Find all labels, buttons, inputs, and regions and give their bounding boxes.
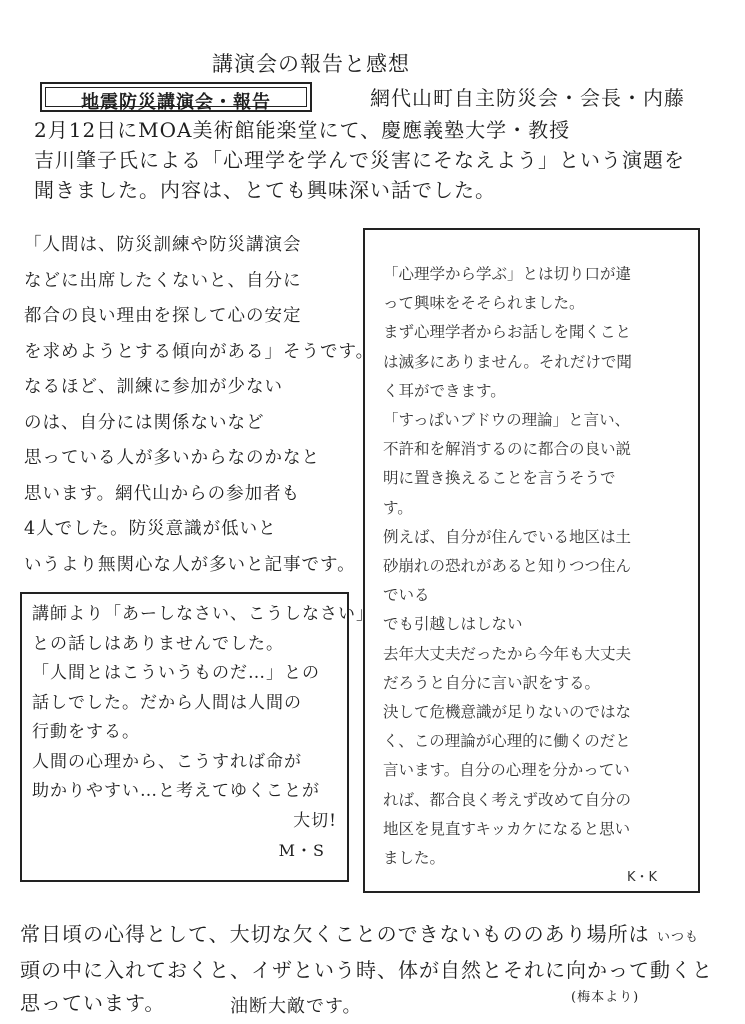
closing-line: 頭の中に入れておくと、イザという時、体が自然とそれに向かって動くと — [20, 958, 713, 982]
ms-comment-line: 人間の心理から、こうすれば命が — [32, 751, 302, 772]
intro-paragraph — [34, 115, 714, 205]
kk-comment-line: 砂崩れの恐れがあると知りつつ住ん — [383, 557, 632, 576]
kk-comment-box — [363, 228, 700, 893]
ms-comment-emphasis: 大切! — [293, 811, 337, 831]
kk-comment-line: でも引越しはしない — [383, 615, 523, 634]
closing-line: 思っています。 — [20, 991, 166, 1015]
kk-comment-line: だろうと自分に言い訳をする。 — [383, 673, 601, 692]
left-column-line: 4人でした。防災意識が低いと — [24, 519, 277, 539]
closing-line-small-text: いつも — [656, 930, 699, 945]
kk-comment-line: は滅多にありません。それだけで聞 — [383, 352, 632, 371]
left-column-line: 思っている人が多いからなのかなと — [24, 448, 320, 468]
ms-signature: M・S — [278, 841, 325, 860]
ms-comment-line: 講師より「あーしなさい、こうしなさい」 — [32, 604, 374, 624]
ms-comment-line: との話しはありませんでした。 — [32, 633, 284, 654]
kk-comment-line: 「すっぱいブドウの理論」と言い、 — [383, 411, 631, 430]
ms-comment-line: 「人間とはこういうものだ…」との — [32, 663, 320, 683]
kk-comment-line: く耳ができます。 — [383, 381, 506, 400]
kk-comment-line: でいる — [383, 586, 430, 605]
report-label: 地震防災講演会・報告 — [81, 92, 271, 113]
left-column-line: 思います。網代山からの参加者も — [24, 483, 301, 504]
kk-comment-line: 地区を見直すキッカケになると思い — [383, 819, 631, 838]
ms-comment-line: 助かりやすい…と考えてゆくことが — [32, 781, 320, 801]
kk-comment-line: 決して危機意識が足りないのではな — [383, 703, 632, 722]
author-line: 網代山町自主防災会・会長・内藤 — [370, 86, 685, 110]
source-note: (梅本より) — [571, 990, 640, 1005]
kk-comment-line: ました。 — [383, 849, 446, 868]
closing-line — [20, 918, 720, 954]
ms-comment-line: 行動をする。 — [32, 722, 140, 742]
page-title: 講演会の報告と感想 — [212, 52, 410, 76]
kk-comment-line: 言います。自分の心理を分かってい — [383, 761, 630, 780]
kk-comment-line: 去年大丈夫だったから今年も大丈夫 — [383, 644, 632, 663]
kk-comment-line: く、この理論が心理的に働くのだと — [383, 732, 631, 751]
ms-comment-text — [32, 600, 374, 807]
kk-comment-line: す。 — [383, 498, 413, 517]
kk-comment-line: 「心理学から学ぶ」とは切り口が違 — [383, 265, 632, 283]
left-column-text — [24, 228, 375, 583]
left-column-line: などに出席したくないと、自分に — [24, 270, 302, 291]
left-column-line: 「人間は、防災訓練や防災講演会 — [24, 235, 302, 255]
left-column-line: 都合の良い理由を探して心の安定 — [24, 306, 302, 326]
kk-comment-line: って興味をそそられました。 — [383, 294, 585, 313]
kk-comment-line: 不許和を解消するのに都合の良い説 — [383, 440, 632, 459]
kk-comment-line: まず心理学者からお話しを聞くこと — [383, 323, 632, 342]
ms-comment-box — [20, 592, 374, 882]
kk-comment-line: 明に置き換えることを言うそうで — [383, 469, 616, 488]
left-column-line: なるほど、訓練に参加が少ない — [24, 377, 283, 397]
report-label-box — [40, 82, 312, 112]
left-column-line: を求めようとする傾向がある」そうです。 — [24, 341, 375, 362]
kk-comment-line: 例えば、自分が住んでいる地区は土 — [383, 527, 632, 546]
intro-line: 聞きました。内容は、とても興味深い話でした。 — [34, 178, 496, 202]
intro-line: 吉川肇子氏による「心理学を学んで災害にそなえよう」という演題を — [34, 148, 685, 172]
ms-comment-line: 話しでした。だから人間は人間の — [32, 692, 302, 713]
kk-signature: K・K — [627, 870, 658, 885]
closing-line-text: 常日頃の心得として、大切な欠くことのできないもののあり場所は — [20, 922, 650, 946]
kk-comment-line: れば、都合良く考えず改めて自分の — [383, 790, 632, 809]
closing-phrase: 油断大敵です。 — [230, 996, 362, 1017]
left-column-line: のは、自分には関係ないなど — [24, 412, 265, 433]
kk-comment-text — [383, 260, 632, 873]
left-column-line: いうより無関心な人が多いと記事です。 — [24, 554, 356, 575]
intro-line: 2月12日にMOA美術館能楽堂にて、慶應義塾大学・教授 — [34, 118, 571, 142]
